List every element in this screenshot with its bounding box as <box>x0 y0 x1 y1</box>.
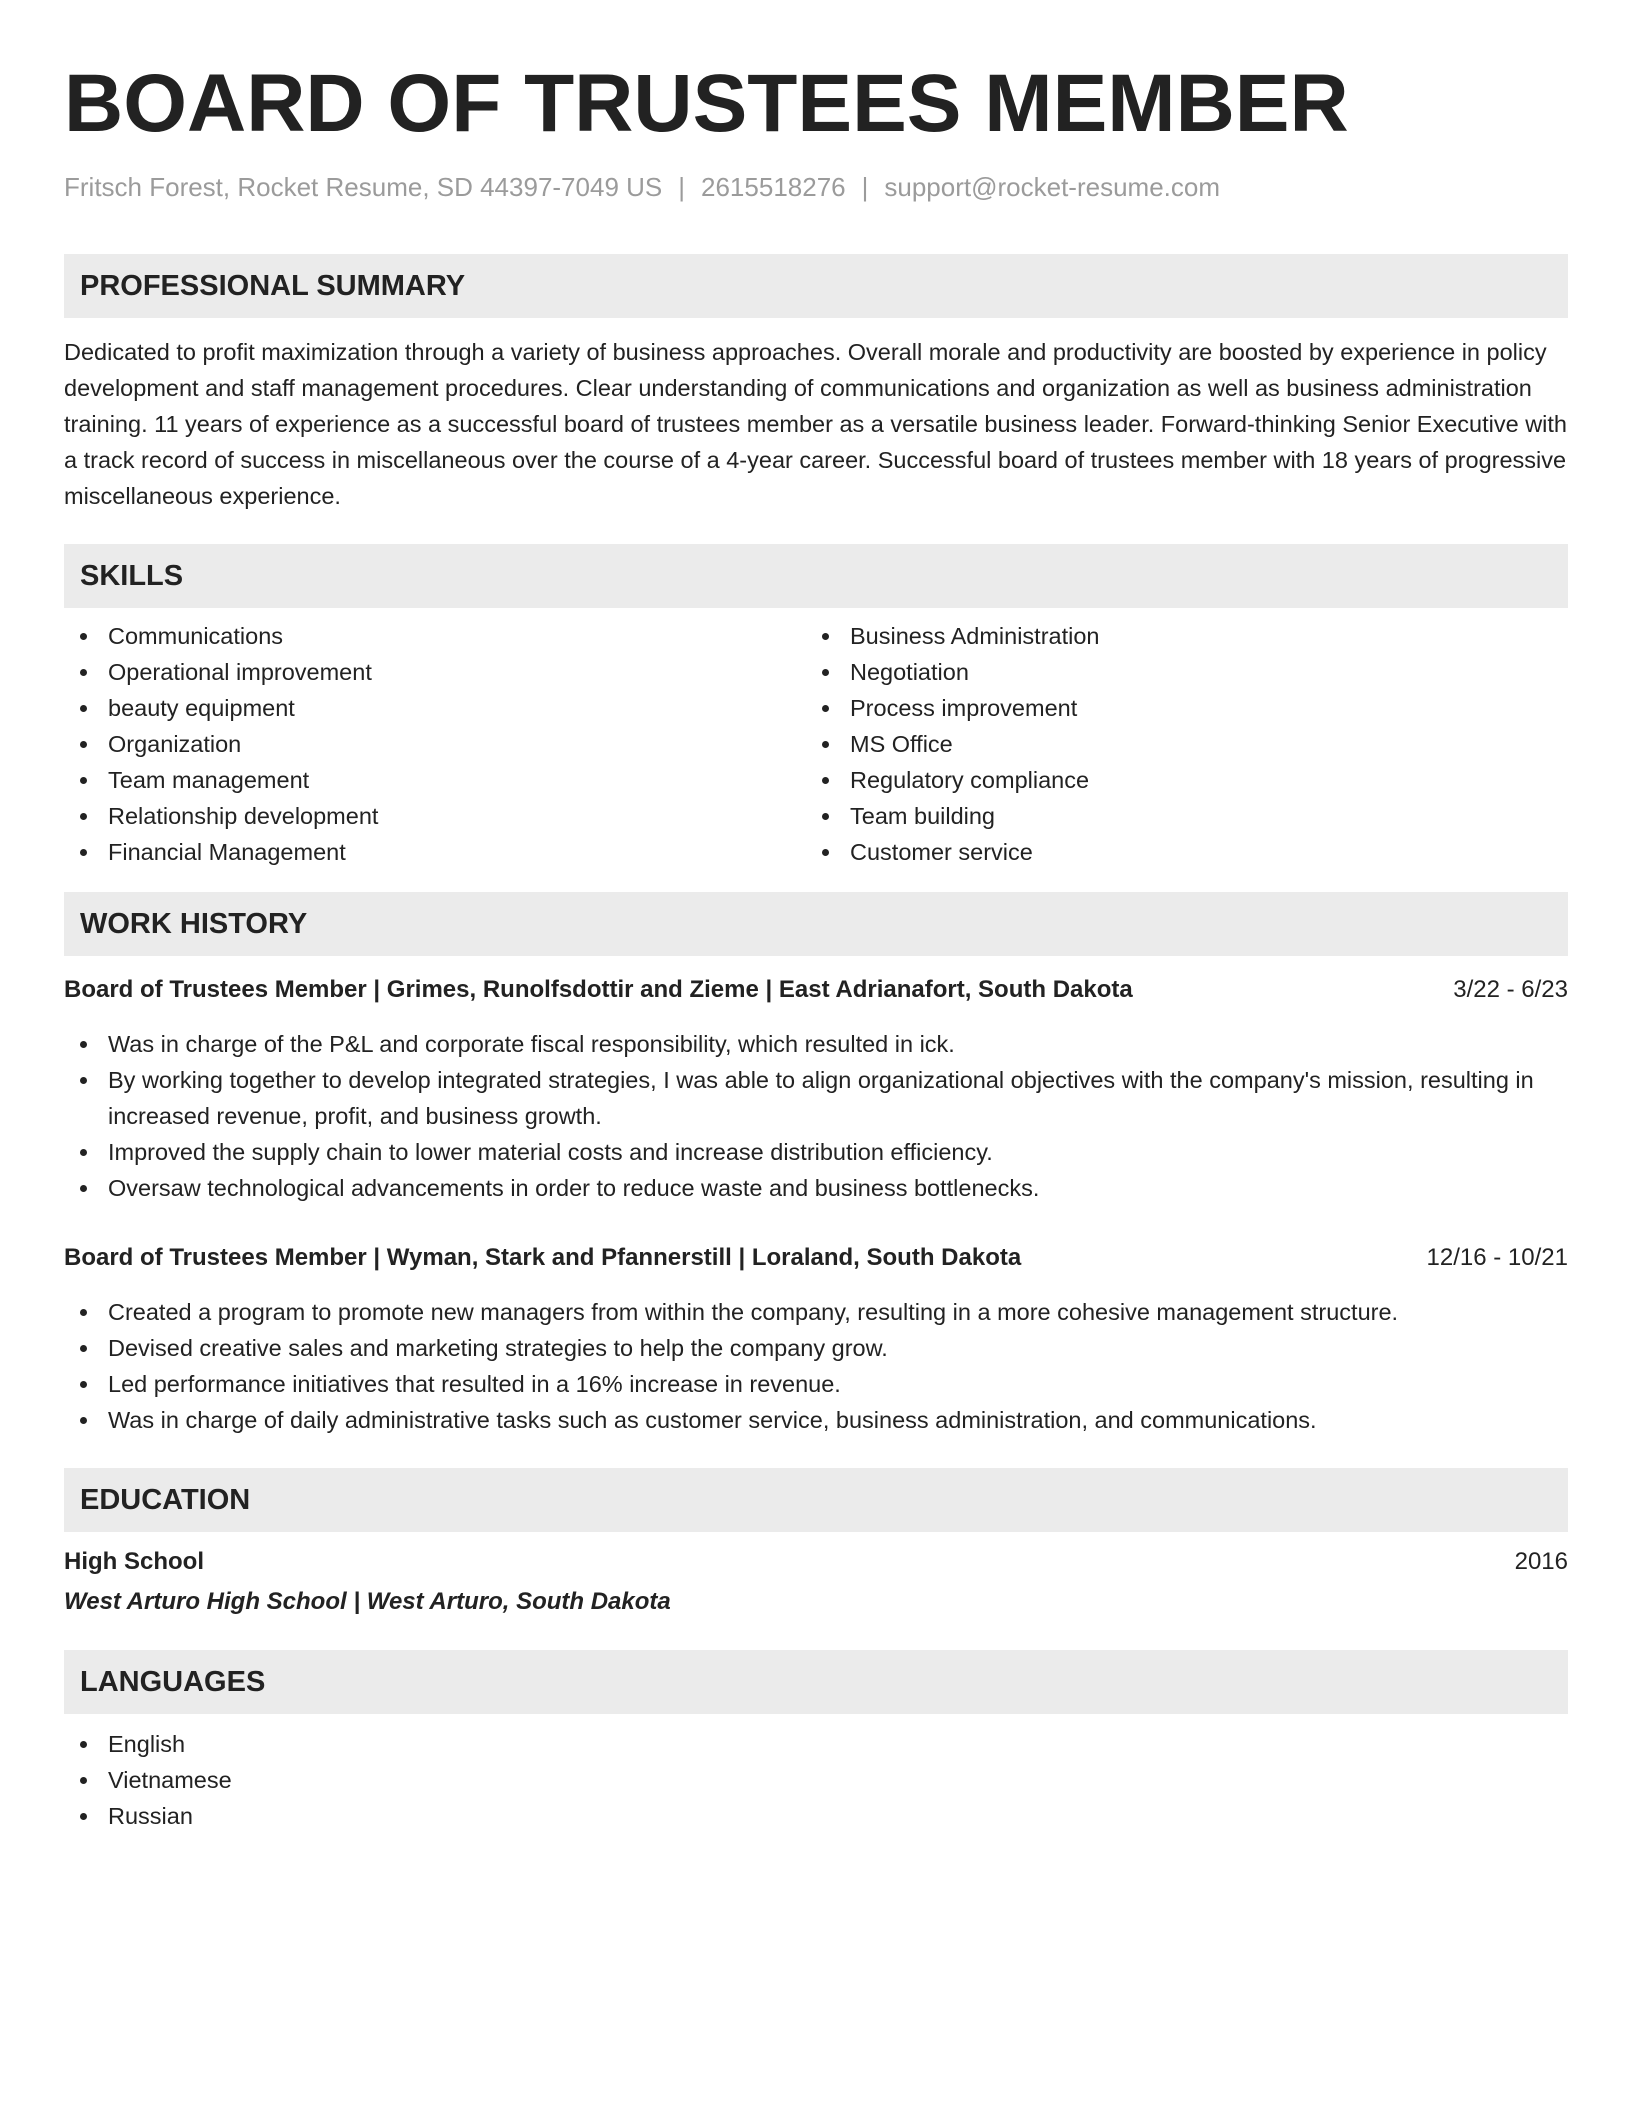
job-bullet: Devised creative sales and marketing strategies to help the company grow. <box>64 1330 1568 1366</box>
job-bullet: Improved the supply chain to lower material costs and increase distribution efficiency. <box>64 1134 1568 1170</box>
skill-item: Process improvement <box>806 690 1548 726</box>
skill-item: Regulatory compliance <box>806 762 1548 798</box>
skills-heading: SKILLS <box>64 544 1568 608</box>
job-dates: 3/22 - 6/23 <box>1453 976 1568 1003</box>
job-bullet: Oversaw technological advancements in order to reduce waste and business bottlenecks. <box>64 1170 1568 1206</box>
work-heading: WORK HISTORY <box>64 892 1568 956</box>
education-header <box>64 1544 1568 1580</box>
skill-item: Business Administration <box>806 618 1548 654</box>
summary-heading: PROFESSIONAL SUMMARY <box>64 254 1568 318</box>
skill-item: Negotiation <box>806 654 1548 690</box>
skill-item: Customer service <box>806 834 1548 870</box>
skills-list-right <box>806 618 1548 870</box>
contact-email[interactable]: support@rocket-resume.com <box>884 172 1221 202</box>
candidate-name: BOARD OF TRUSTEES MEMBER <box>64 58 1349 149</box>
language-item: Russian <box>64 1798 1568 1834</box>
skill-item: MS Office <box>806 726 1548 762</box>
skill-item: Relationship development <box>64 798 806 834</box>
skills-grid <box>64 618 1568 870</box>
job-dates: 12/16 - 10/21 <box>1426 1244 1568 1271</box>
job-bullets <box>64 1294 1568 1438</box>
language-item: English <box>64 1726 1568 1762</box>
skill-item: Organization <box>64 726 806 762</box>
contact-address: Fritsch Forest, Rocket Resume, SD 44397-7049 US <box>64 172 663 202</box>
summary-text: Dedicated to profit maximization through a variety of business approaches. Overall morale and productivity are boosted by experience in policy development and staff management procedures. Clear understanding of communications and organization as well as business administration training. 11 years of experience as a successful board of trustees member as a versatile business leader. Forward-thinking Senior Executive with a track record of success in miscellaneous over the course of a 4-year career. Successful board of trustees member with 18 years of progressive miscellaneous experience. <box>64 339 1568 509</box>
education-heading: EDUCATION <box>64 1468 1568 1532</box>
job-header <box>64 972 1568 1008</box>
job-bullet: Created a program to promote new managers from within the company, resulting in a more cohesive management structure. <box>64 1294 1568 1330</box>
job-title: Board of Trustees Member | Grimes, Runolfsdottir and Zieme | East Adrianafort, South Dakota <box>64 976 1133 1003</box>
skill-item: Financial Management <box>64 834 806 870</box>
skills-list-left <box>64 618 806 870</box>
skill-item: beauty equipment <box>64 690 806 726</box>
job-bullet: Was in charge of daily administrative tasks such as customer service, business administration, and communications. <box>64 1402 1568 1438</box>
contact-separator: | <box>861 172 869 202</box>
job-title: Board of Trustees Member | Wyman, Stark and Pfannerstill | Loraland, South Dakota <box>64 1244 1022 1271</box>
skill-item: Operational improvement <box>64 654 806 690</box>
languages-list <box>64 1726 1568 1834</box>
education-school: West Arturo High School | West Arturo, South Dakota <box>64 1588 671 1615</box>
job-entry <box>64 1240 1568 1438</box>
job-bullet: Led performance initiatives that resulted in a 16% increase in revenue. <box>64 1366 1568 1402</box>
education-year: 2016 <box>1514 1548 1568 1575</box>
languages-heading: LANGUAGES <box>64 1650 1568 1714</box>
skill-item: Team building <box>806 798 1548 834</box>
skill-item: Team management <box>64 762 806 798</box>
language-item: Vietnamese <box>64 1762 1568 1798</box>
job-entry <box>64 972 1568 1206</box>
job-bullets <box>64 1026 1568 1206</box>
job-bullet: By working together to develop integrated strategies, I was able to align organizational objectives with the company's mission, resulting in increased revenue, profit, and business growth. <box>64 1062 1568 1134</box>
education-degree: High School <box>64 1548 204 1575</box>
contact-line <box>64 170 1568 204</box>
job-bullet: Was in charge of the P&L and corporate fiscal responsibility, which resulted in ick. <box>64 1026 1568 1062</box>
skill-item: Communications <box>64 618 806 654</box>
contact-phone: 2615518276 <box>701 172 846 202</box>
contact-separator: | <box>678 172 686 202</box>
job-header <box>64 1240 1568 1276</box>
